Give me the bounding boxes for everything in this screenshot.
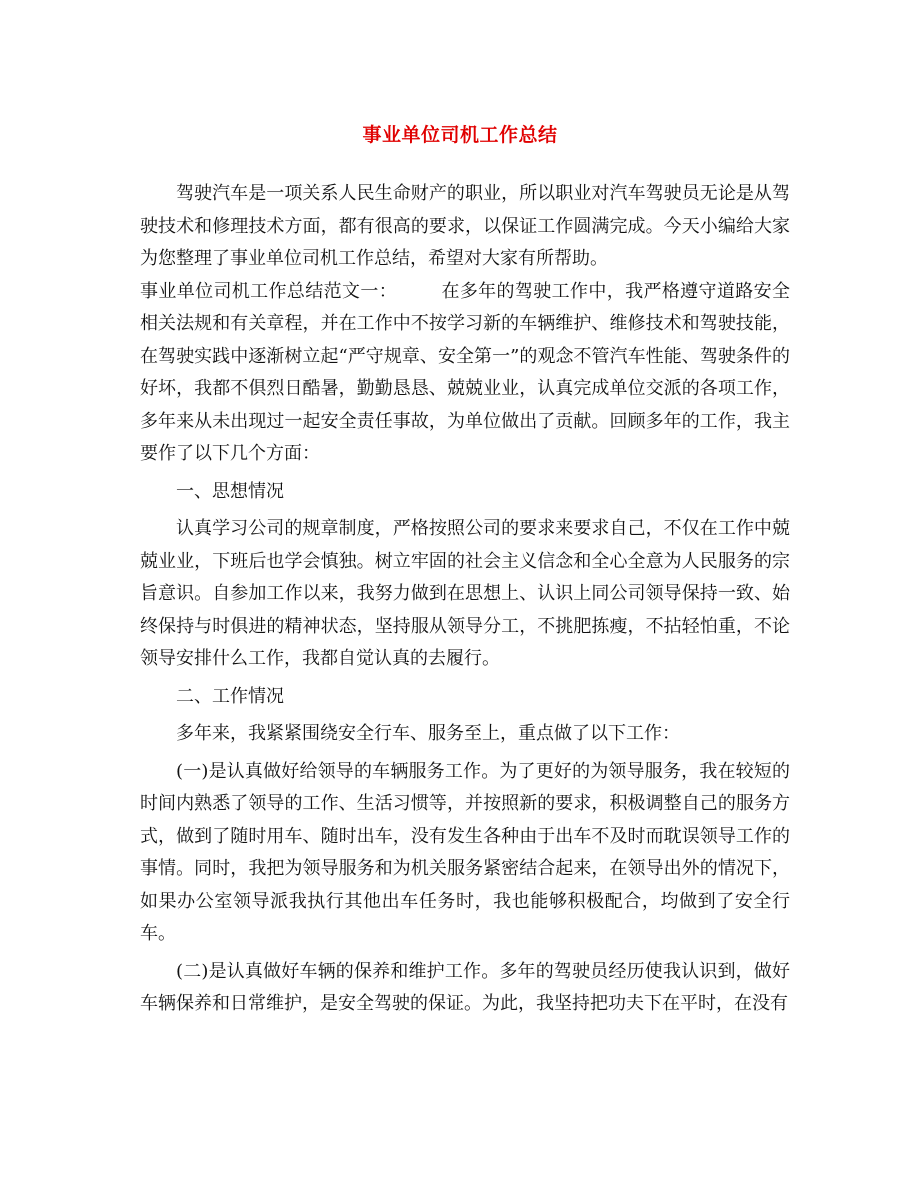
section2-heading: 二、工作情况 — [176, 685, 284, 707]
sample-label: 事业单位司机工作总结范文一： — [140, 280, 398, 302]
document-body — [140, 178, 790, 1021]
item1-paragraph: (一)是认真做好给领导的车辆服务工作。为了更好的为领导服务，我在较短的时间内熟悉了领导的工作、生活习惯等，并按照新的要求，积极调整自己的服务方式，做到了随时用车、随时出车，没有发生各种由于出车不及时而耽误领导工作的事情。同时，我把为领导服务和为机关服务紧密结合起来，在领导出外的情况下，如果办公室领导派我执行其他出车任务时，我也能够积极配合，均做到了安全行车。 — [140, 760, 790, 944]
document-title: 事业单位司机工作总结 — [362, 124, 558, 146]
sample-body-text: 在多年的驾驶工作中，我严格遵守道路安全相关法规和有关章程，并在工作中不按学习新的车辆维护、维修技术和驾驶技能，在驾驶实践中逐渐树立起“严守规章、安全第一”的观念不管汽车性能、驾驶条件的好坏，我都不俱烈日酷暑，勤勤恳恳、兢兢业业，认真完成单位交派的各项工作，多年来从未出现过一起安全责任事故，为单位做出了贡献。回顾多年的工作，我主要作了以下几个方面： — [140, 280, 791, 464]
section1-paragraph: 认真学习公司的规章制度，严格按照公司的要求来要求自己，不仅在工作中兢兢业业，下班后也学会慎独。树立牢固的社会主义信念和全心全意为人民服务的宗旨意识。自参加工作以来，我努力做到在思想上、认识上同公司领导保持一致、始终保持与时俱进的精神状态，坚持服从领导分工，不挑肥拣瘦，不拈轻怕重，不论领导安排什么工作，我都自觉认真的去履行。 — [140, 518, 790, 669]
sample-paragraph — [140, 276, 790, 471]
section2-intro: 多年来，我紧紧围绕安全行车、服务至上，重点做了以下工作： — [176, 723, 680, 744]
section1-heading: 一、思想情况 — [176, 480, 284, 502]
intro-paragraph: 驾驶汽车是一项关系人民生命财产的职业，所以职业对汽车驾驶员无论是从驾驶技术和修理技术方面，都有很高的要求，以保证工作圆满完成。今天小编给大家为您整理了事业单位司机工作总结，希望对大家有所帮助。 — [140, 183, 790, 269]
item2-paragraph: (二)是认真做好车辆的保养和维护工作。多年的驾驶员经历使我认识到，做好车辆保养和日常维护，是安全驾驶的保证。为此，我坚持把功夫下在平时，在没有 — [140, 960, 790, 1014]
